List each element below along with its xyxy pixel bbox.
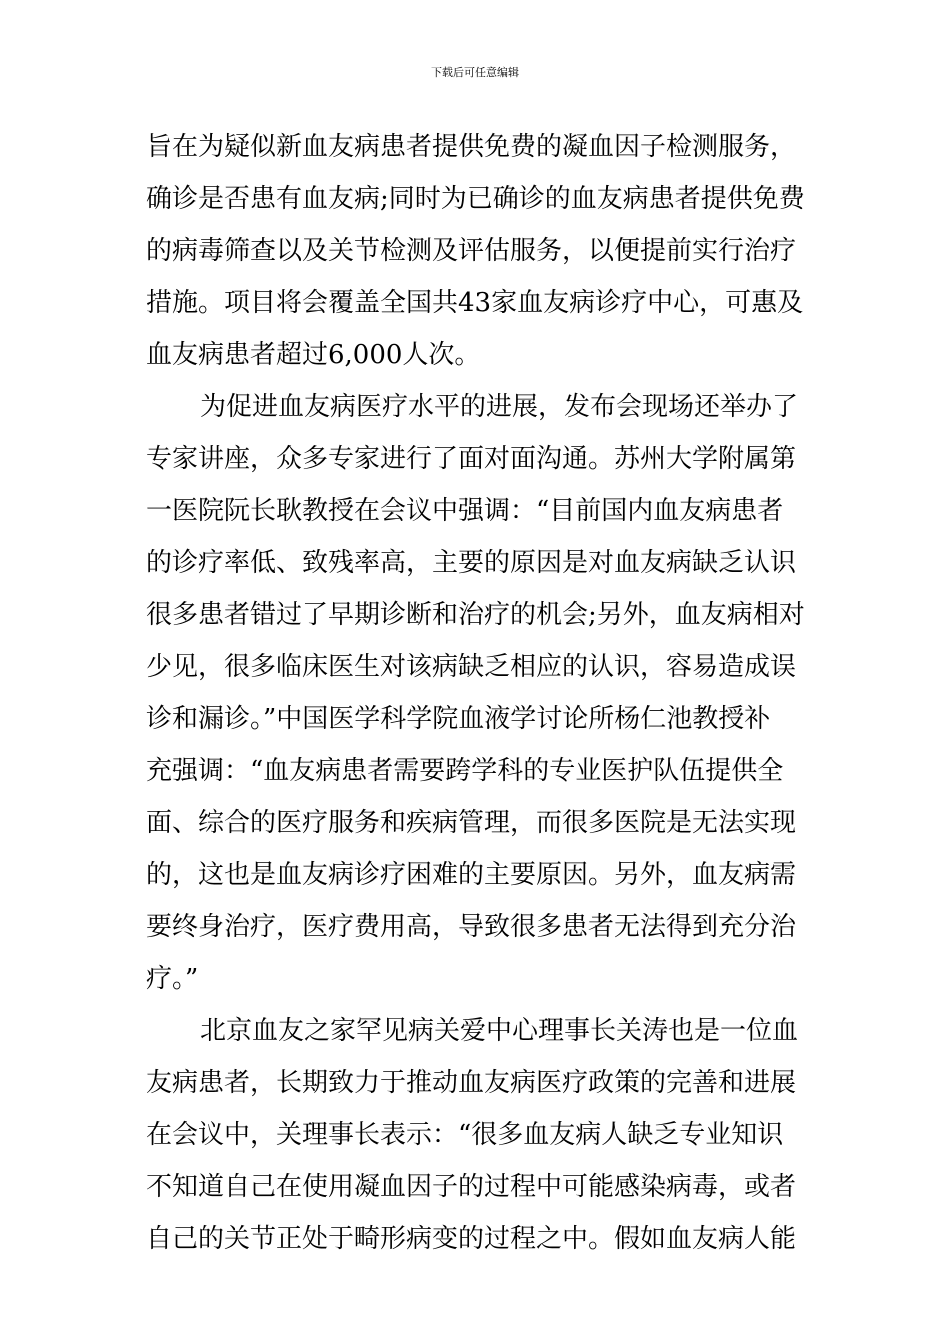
- text-line: 充强调：“血友病患者需要跨学科的专业医护队伍提供全: [146, 756, 784, 786]
- text-line: 要终身治疗，医疗费用高，导致很多患者无法得到充分治: [146, 912, 797, 942]
- text-line: 很多患者错过了早期诊断和治疗的机会;另外，血友病相对: [146, 600, 805, 630]
- paragraph-start-line: 为促进血友病医疗水平的进展，发布会现场还举办了: [200, 392, 799, 422]
- text-line: 措施。项目将会覆盖全国共43家血友病诊疗中心，可惠及: [146, 288, 804, 318]
- text-line: 的病毒筛查以及关节检测及评估服务，以便提前实行治疗: [146, 236, 797, 266]
- text-line: 专家讲座，众多专家进行了面对面沟通。苏州大学附属第: [146, 444, 797, 474]
- text-line: 面、综合的医疗服务和疾病管理，而很多医院是无法实现: [146, 808, 797, 838]
- text-line: 自己的关节正处于畸形病变的过程之中。假如血友病人能: [146, 1224, 797, 1254]
- text-line: 的，这也是血友病诊疗困难的主要原因。另外，血友病需: [146, 860, 797, 890]
- text-line: 的诊疗率低、致残率高，主要的原因是对血友病缺乏认识: [146, 548, 797, 578]
- text-line: 诊和漏诊。”中国医学科学院血液学讨论所杨仁池教授补: [146, 704, 771, 734]
- text-line: 确诊是否患有血友病;同时为已确诊的血友病患者提供免费: [146, 184, 805, 214]
- text-line: 少见，很多临床医生对该病缺乏相应的认识，容易造成误: [146, 652, 797, 682]
- text-line: 友病患者，长期致力于推动血友病医疗政策的完善和进展: [146, 1068, 797, 1098]
- page-header: 下载后可任意编辑: [431, 66, 519, 79]
- text-line: 一医院阮长耿教授在会议中强调：“目前国内血友病患者: [146, 496, 784, 526]
- text-line: 疗。”: [146, 964, 199, 994]
- text-line: 血友病患者超过6,000人次。: [146, 340, 481, 370]
- text-line: 在会议中，关理事长表示：“很多血友病人缺乏专业知识: [146, 1120, 784, 1150]
- text-line: 不知道自己在使用凝血因子的过程中可能感染病毒，或者: [146, 1172, 797, 1202]
- text-line: 旨在为疑似新血友病患者提供免费的凝血因子检测服务，: [146, 132, 797, 162]
- paragraph-start-line: 北京血友之家罕见病关爱中心理事长关涛也是一位血: [200, 1016, 799, 1046]
